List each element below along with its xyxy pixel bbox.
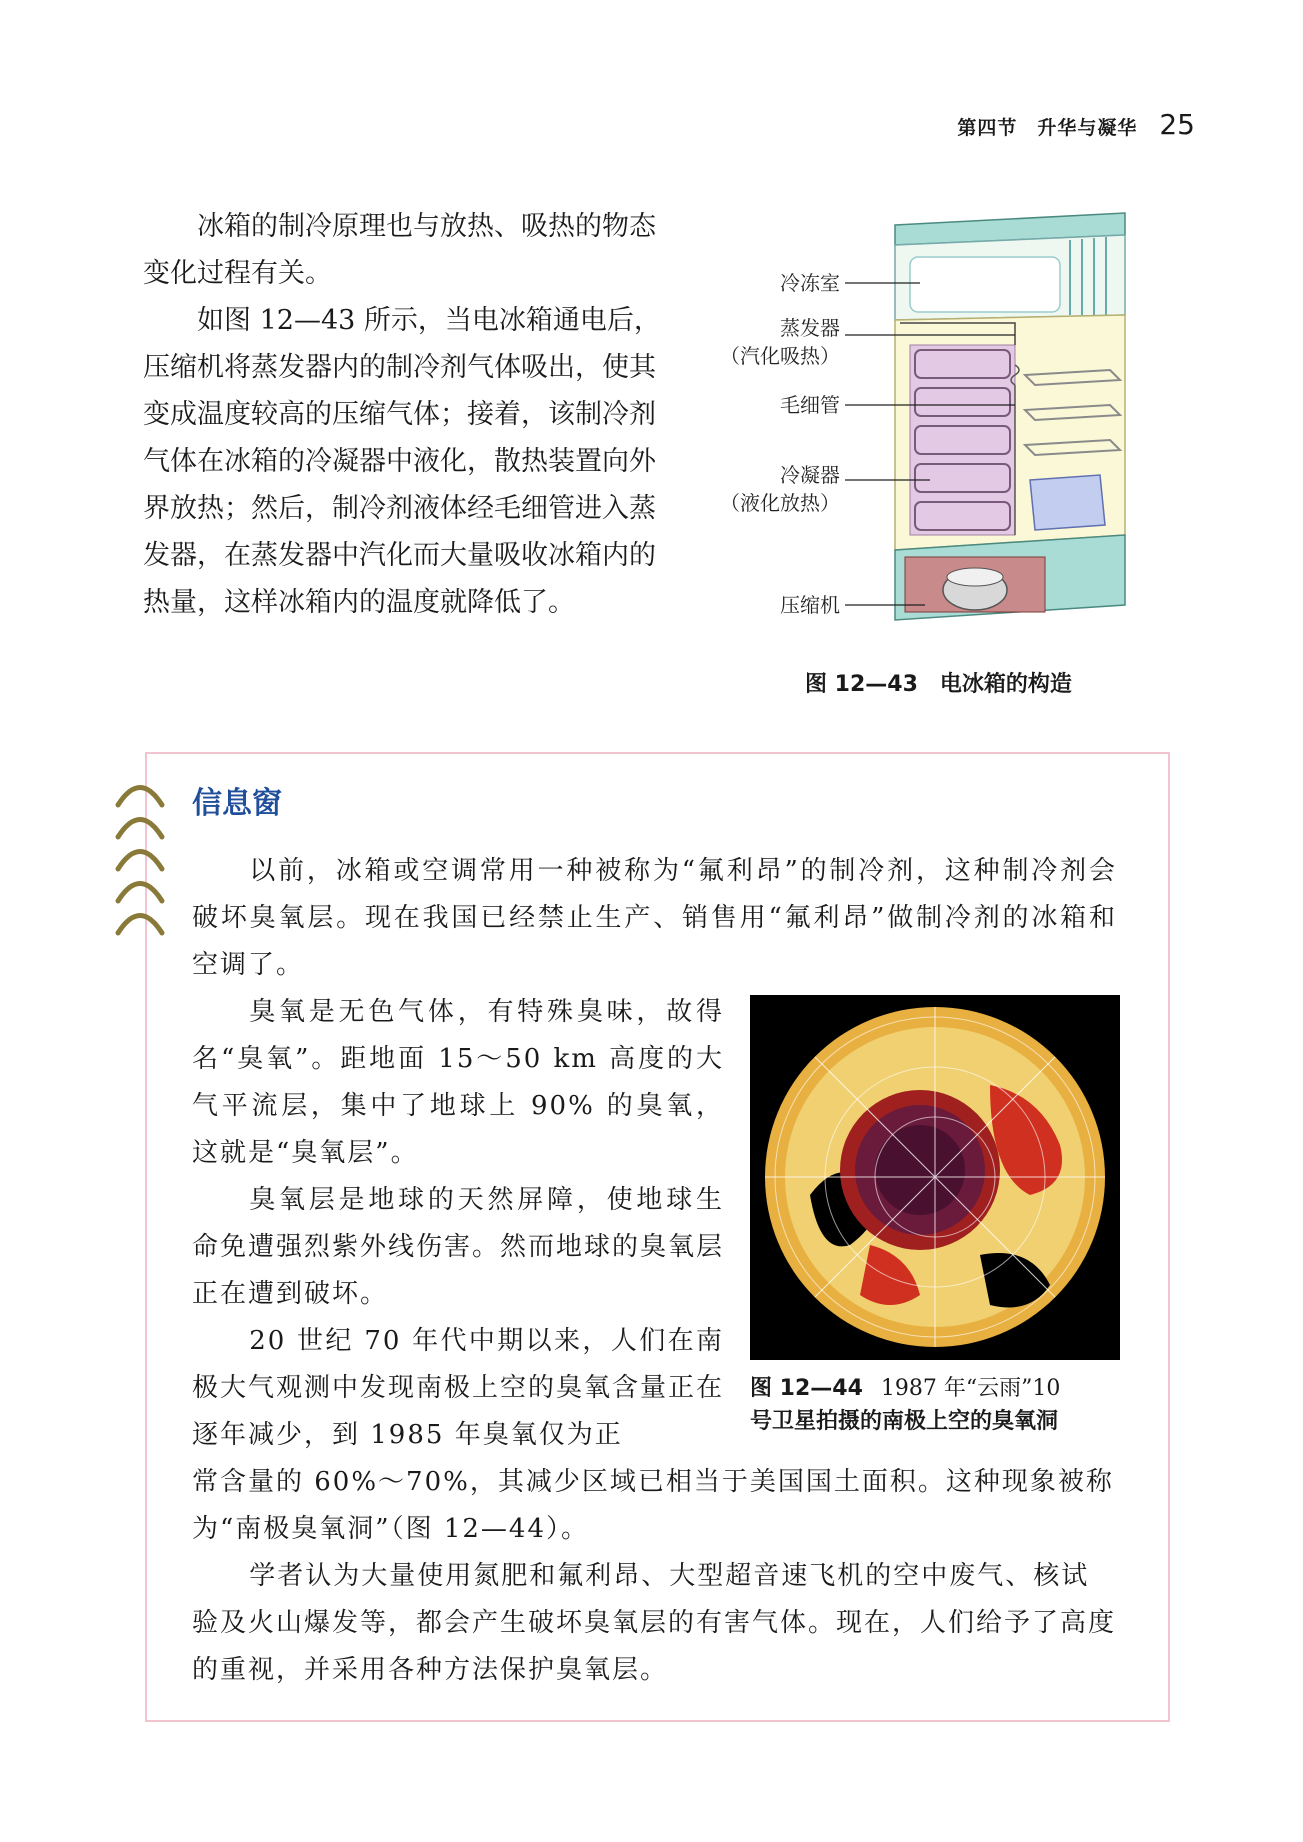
main-body-text <box>143 203 673 626</box>
paragraph: 以前，冰箱或空调常用一种被称为“氟利昂”的制冷剂，这种制冷剂会破坏臭氧层。现在我国已经禁止生产、销售用“氟利昂”做制冷剂的冰箱和空调了。 <box>192 856 1117 980</box>
caption-number: 图 12—43 <box>805 672 918 697</box>
label-evaporator-note: （汽化吸热） <box>720 344 840 368</box>
figure-caption-12-44 <box>750 1372 1130 1437</box>
ozone-hole-satellite-image <box>750 995 1120 1360</box>
caption-number: 图 12—44 <box>750 1376 863 1401</box>
label-compressor: 压缩机 <box>780 593 840 617</box>
label-freezer: 冷冻室 <box>780 271 840 295</box>
caption-title-line1: 1987 年“云雨”10 <box>880 1376 1061 1401</box>
paragraph: 臭氧是无色气体，有特殊臭味，故得名“臭氧”。距地面 15～50 km 高度的大气平流层，集中了地球上 90% 的臭氧，这就是“臭氧层”。 <box>192 997 724 1168</box>
paragraph: 20 世纪 70 年代中期以来，人们在南极大气观测中发现南极上空的臭氧含量正在逐年减少，到 1985 年臭氧仅为正 <box>192 1326 725 1450</box>
page-number: 25 <box>1159 108 1195 141</box>
caption-title-line2: 号卫星拍摄的南极上空的臭氧洞 <box>750 1408 1059 1434</box>
paragraph: 学者认为大量使用氮肥和氟利昂、大型超音速飞机的空中废气、核试验及火山爆发等，都会产生破坏臭氧层的有害气体。现在，人们给予了高度的重视，并采用各种方法保护臭氧层。 <box>192 1561 1117 1685</box>
paragraph: 常含量的 60%～70%，其减少区域已相当于美国国土面积。这种现象被称为“南极臭氧洞”（图 12—44）。 <box>192 1467 1114 1544</box>
figure-caption-12-43 <box>805 667 1072 698</box>
label-evaporator: 蒸发器 <box>780 316 840 340</box>
binder-rings-icon <box>110 775 170 945</box>
paragraph: 臭氧层是地球的天然屏障，使地球生命免遭强烈紫外线伤害。然而地球的臭氧层正在遭到破坏。 <box>192 1185 725 1309</box>
paragraph: 冰箱的制冷原理也与放热、吸热的物态变化过程有关。 <box>143 211 656 289</box>
caption-title: 电冰箱的构造 <box>939 671 1072 697</box>
section-title: 第四节 升华与凝华 <box>957 117 1138 139</box>
refrigerator-illustration <box>895 213 1125 620</box>
paragraph: 如图 12—43 所示，当电冰箱通电后，压缩机将蒸发器内的制冷剂气体吸出，使其变成温度较高的压缩气体；接着，该制冷剂气体在冰箱的冷凝器中液化，散热装置向外界放热；然后，制冷剂液体经毛细管进入蒸发器，在蒸发器中汽化而大量吸收冰箱内的热量，这样冰箱内的温度就降低了。 <box>143 305 661 618</box>
info-window-title: 信息窗 <box>192 786 282 821</box>
label-capillary: 毛细管 <box>780 393 840 417</box>
label-condenser-note: （液化放热） <box>720 491 840 515</box>
refrigerator-diagram <box>715 205 1135 695</box>
running-header <box>957 108 1195 141</box>
label-condenser: 冷凝器 <box>780 463 840 487</box>
